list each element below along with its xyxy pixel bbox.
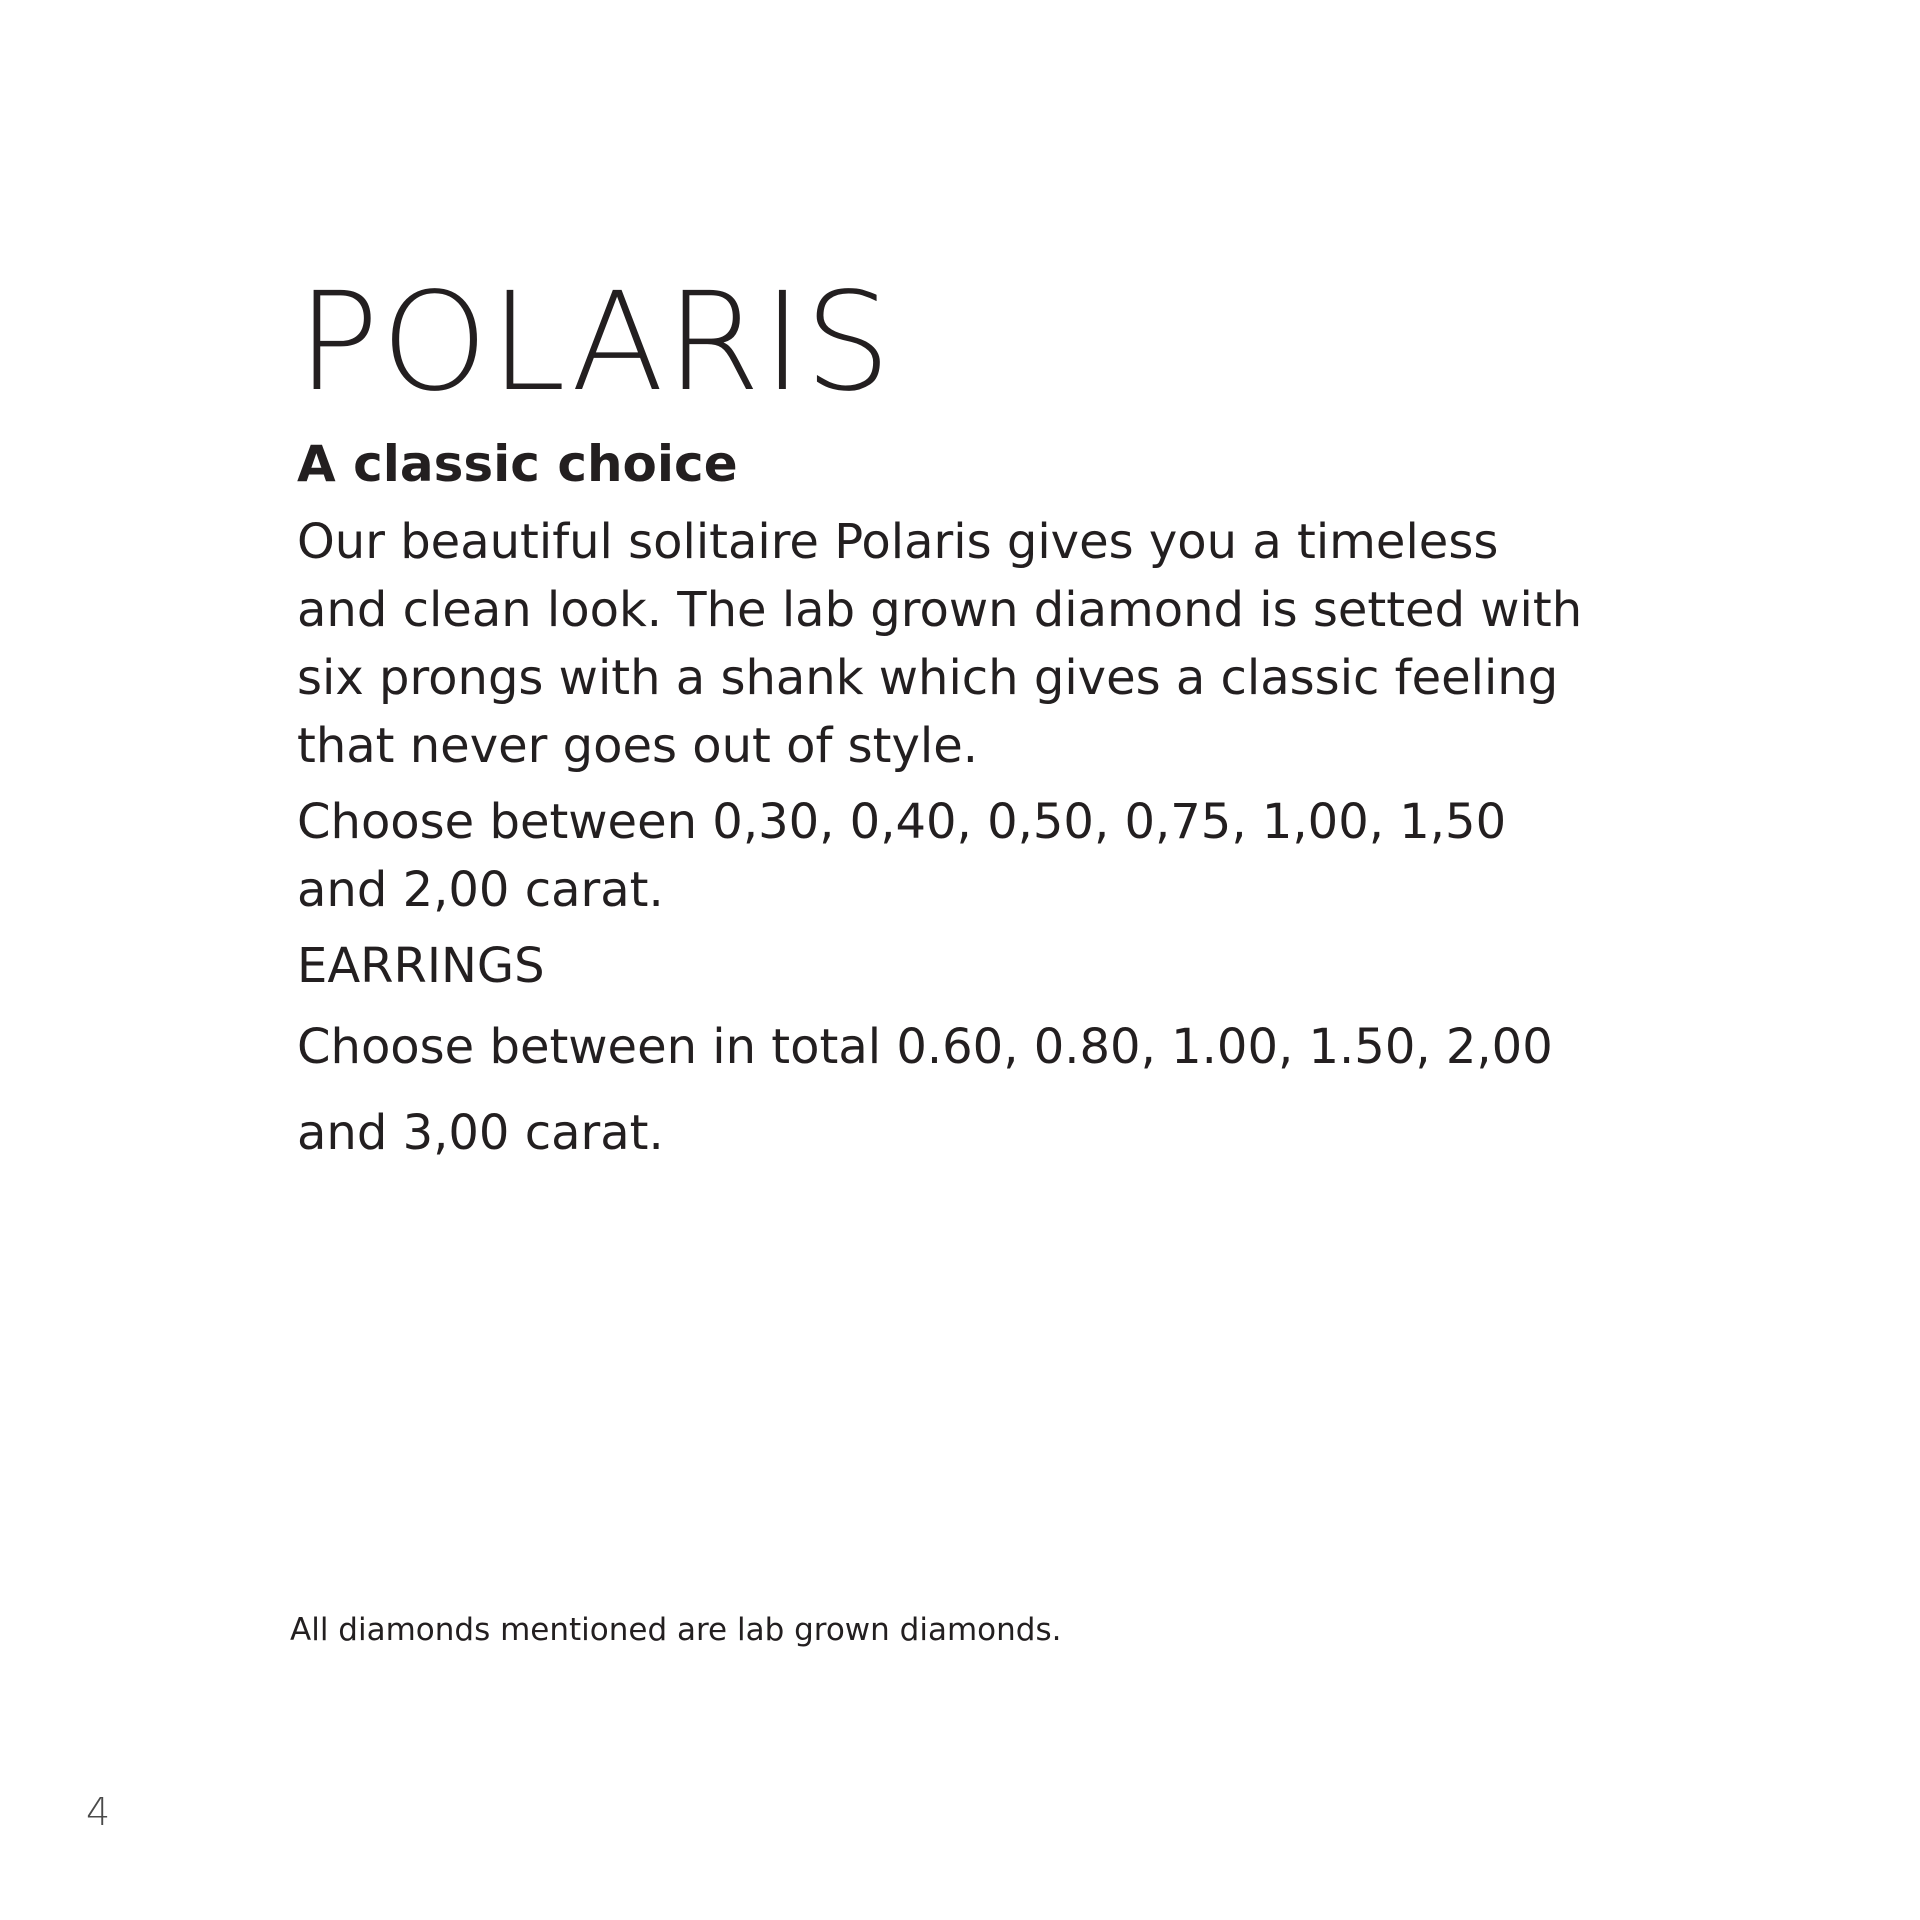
page-number: 4 — [86, 1790, 111, 1834]
earrings-heading: EARRINGS — [297, 938, 545, 994]
footnote: All diamonds mentioned are lab grown diamonds. — [290, 1612, 1062, 1648]
description-paragraph: Our beautiful solitaire Polaris gives you a timeless and clean look. The lab grown diamond is setted with six prongs with a shank which gives a classic feeling that never goes out of style. — [297, 514, 1583, 774]
ring-carat-options: Choose between 0,30, 0,40, 0,50, 0,75, 1,00, 1,50 and 2,00 carat. — [297, 794, 1507, 918]
main-content — [297, 264, 1597, 1176]
earrings-carat-options: Choose between in total 0.60, 0.80, 1.00, 1.50, 2,00 and 3,00 carat. — [297, 1019, 1553, 1161]
page-title: POLARIS — [297, 264, 893, 422]
page-subtitle: A classic choice — [297, 435, 738, 493]
